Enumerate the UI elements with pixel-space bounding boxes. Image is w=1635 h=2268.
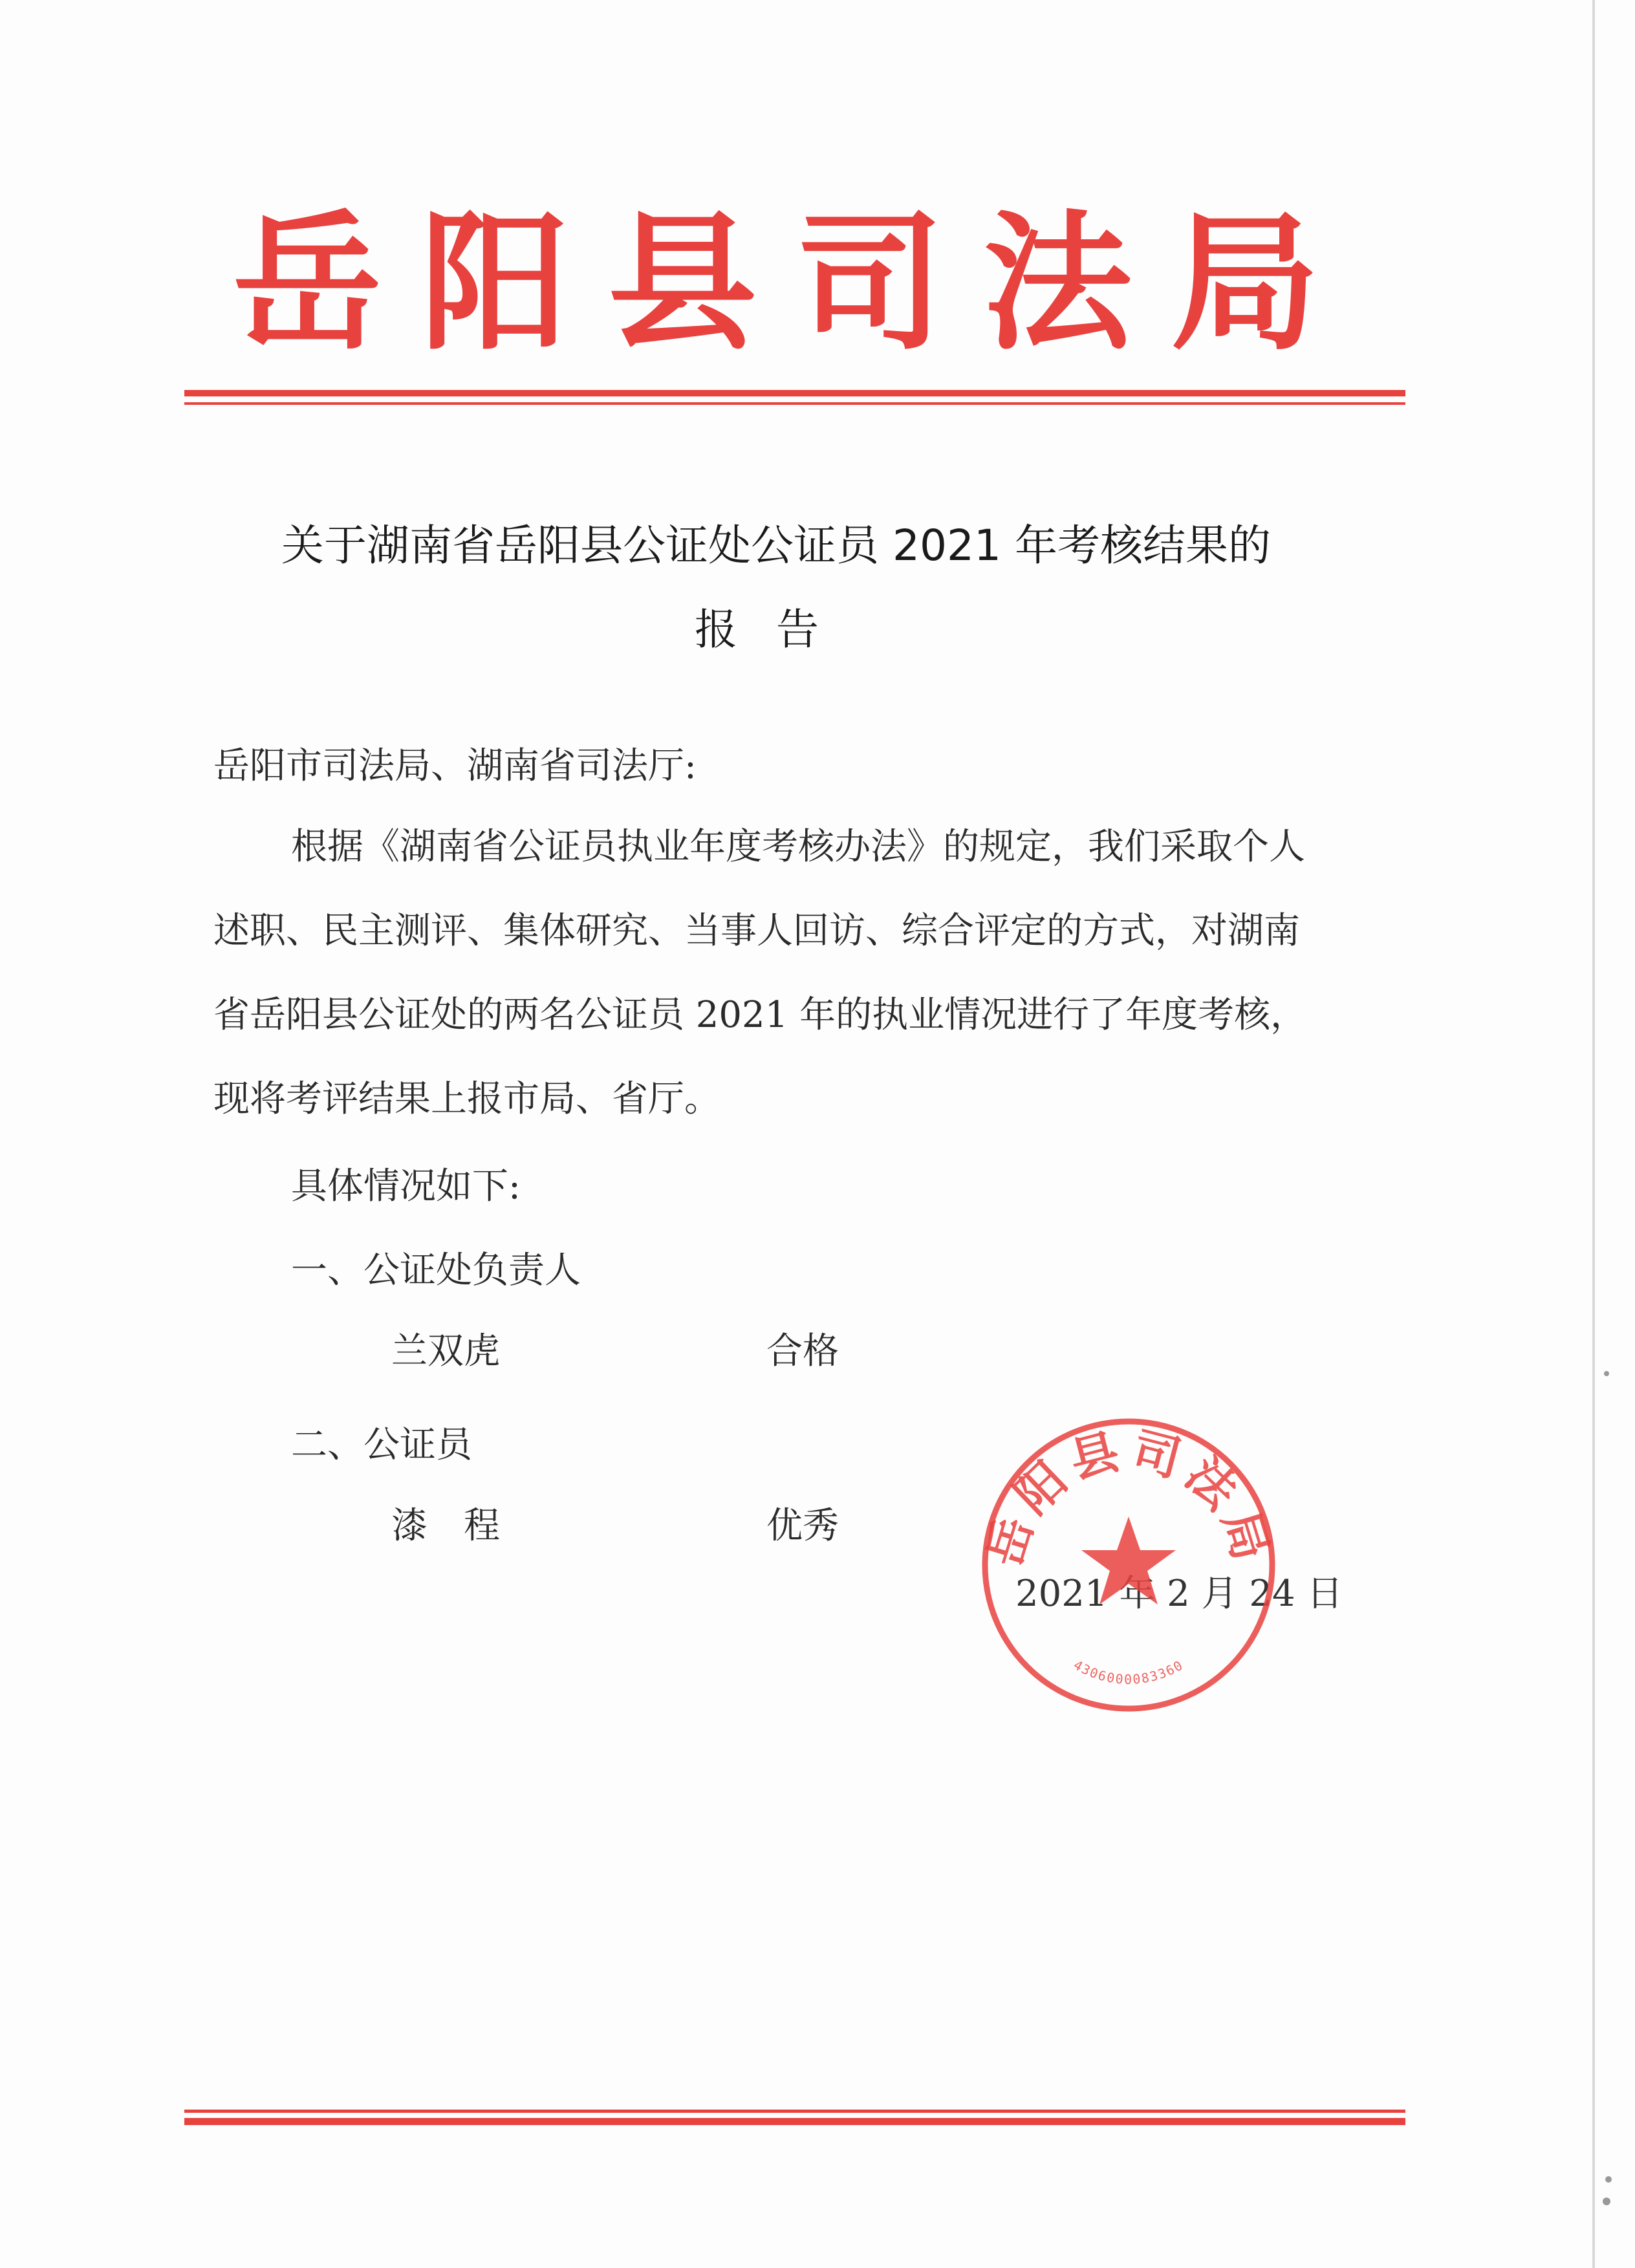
- paragraph-line: 现将考评结果上报市局、省厅。: [213, 1078, 720, 1120]
- footer-rule-thin: [184, 2110, 1405, 2113]
- salutation: 岳阳市司法局、湖南省司法厅:: [213, 745, 697, 787]
- letterhead-rule-thick: [184, 390, 1405, 396]
- person-name: 漆程: [391, 1505, 536, 1547]
- paragraph-line: 省岳阳县公证处的两名公证员 2021 年的执业情况进行了年度考核，: [213, 994, 1307, 1036]
- document-title-line2: 报告: [695, 605, 858, 654]
- document-title-line1: 关于湖南省岳阳县公证处公证员 2021 年考核结果的: [281, 521, 1271, 570]
- paragraph-line: 根据《湖南省公证员执业年度考核办法》的规定，我们采取个人: [291, 826, 1305, 868]
- letterhead-rule-thin: [184, 402, 1405, 405]
- document-date: 2021 年 2 月 24 日: [1015, 1573, 1343, 1615]
- paragraph-line: 述职、民主测评、集体研究、当事人回访、综合评定的方式，对湖南: [213, 910, 1300, 952]
- intro-line: 具体情况如下:: [291, 1165, 521, 1207]
- scan-speck: [1604, 1371, 1609, 1376]
- letterhead-title: 岳阳县司法局: [232, 198, 1358, 371]
- seal-text: 岳阳县司法局: [977, 1421, 1281, 1573]
- person-name: 兰双虎: [391, 1330, 500, 1372]
- official-seal-icon: [977, 1413, 1281, 1717]
- section-heading: 一、公证处负责人: [291, 1249, 581, 1291]
- seal-code: 4306000083360: [1070, 1657, 1187, 1687]
- section-heading: 二、公证员: [291, 1424, 472, 1466]
- scan-speck: [1603, 2198, 1610, 2205]
- assessment-result: 优秀: [766, 1505, 839, 1547]
- footer-rule-thick: [184, 2118, 1405, 2125]
- assessment-result: 合格: [766, 1330, 839, 1372]
- scan-speck: [1605, 2176, 1612, 2183]
- page-edge: [1592, 0, 1595, 2268]
